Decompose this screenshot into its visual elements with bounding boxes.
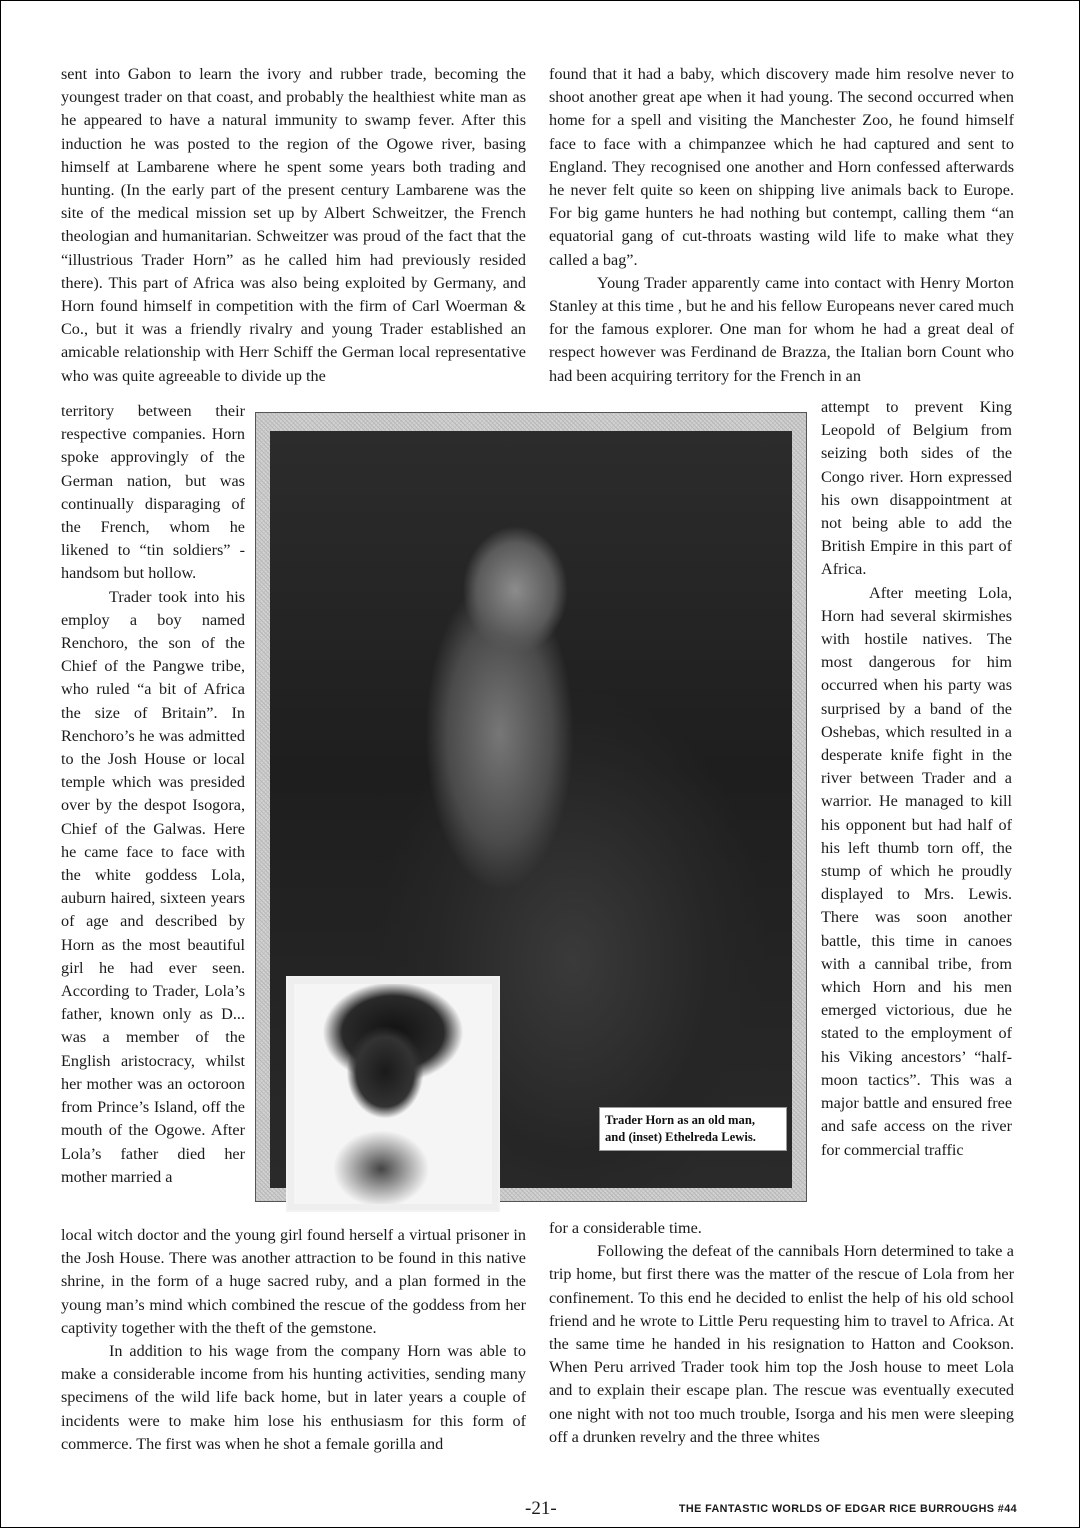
paragraph: After meeting Lola, Horn had several skirmishes with hostile natives. The most dangerous for him occurred when his party was surprised by a band of the Oshebas, which resulted in a desperate knife fight in the river between Trader and a warrior. He managed to kill his opponent but had half of his left thumb torn off, the stump of which he proudly displayed to Mrs. Lewis. There was soon another battle, this time in canoes with a cannibal tribe, from which Horn and his men emerged victorious, due he stated to the employment of his Viking ancestors’ “half-moon tactics”. This was a major battle and ensured free and safe access on the river for commercial traffic [821, 583, 1012, 1159]
photo-figure [255, 412, 807, 1202]
paragraph: In addition to his wage from the company Horn was able to make a considerable income from his hunting activities, sending many specimens of the wild life back home, but in later years a couple of incidents were to make him lose his enthusiasm for this form of commerce. The first was when he shot a female gorilla and [61, 1342, 526, 1453]
right-column-bottom-text [549, 1217, 1014, 1449]
photo-caption [599, 1107, 787, 1151]
paragraph: Trader took into his employ a boy named Renchoro, the son of the Chief of the Pangwe tribe, who ruled “a bit of Africa the size of Britain”. In Renchoro’s he was admitted to the Josh House or local temple which was presided over by the despot Isogora, Chief of the Galwas. Here he came face to face with the white goddess Lola, auburn haired, sixteen years of age and described by Horn as the most beautiful girl he had ever seen. According to Trader, Lola’s father, known only as D... was a member of the English aristocracy, whilst her mother was an octoroon from Prince’s Island, off the mouth of the Ogowe. After Lola’s father died her mother married a [61, 587, 245, 1186]
paragraph: Following the defeat of the cannibals Horn determined to take a trip home, but first there was the matter of the rescue of Lola from her confinement. To this end he decided to enlist the help of his old school friend and he wrote to Little Peru requesting him to travel to Africa. At the same time he handed in his resignation to Hatton and Cookson. When Peru arrived Trader took him top the Josh house to meet Lola and to explain their escape plan. The rescue was eventually executed one night with not too much trouble, Isorga and his men were sleeping off a drunken revelry and the three whites [549, 1242, 1014, 1446]
paragraph: attempt to prevent King Leopold of Belgium from seizing both sides of the Congo river. Horn expressed his own disappointment at not being able to add the British Empire in this part of Africa. [821, 398, 1012, 579]
caption-line: Trader Horn as an old man, [605, 1113, 755, 1127]
right-column-wrap-text [821, 396, 1012, 1162]
paragraph: local witch doctor and the young girl found herself a virtual prisoner in the Josh House. There was another attraction to be found in this native shrine, in the form of a huge sacred ruby, and a plan formed in the young man’s mind which combined the rescue of the goddess from her captivity together with the theft of the gemstone. [61, 1226, 526, 1337]
paragraph: territory between their respective companies. Horn spoke approvingly of the German nation, but was continually disparaging of the French, whom he likened to “tin soldiers” - handsom but hollow. [61, 402, 245, 583]
inset-photo-frame [286, 976, 500, 1212]
left-column-top-text [61, 63, 526, 388]
page-number: -21- [525, 1498, 557, 1519]
ethelreda-lewis-inset-photo [294, 984, 492, 1204]
right-column-top-text [549, 63, 1014, 388]
left-column-wrap-text [61, 400, 245, 1189]
paragraph: found that it had a baby, which discovery made him resolve never to shoot another great ape when it had young. The second occurred when home for a spell and visiting the Manchester Zoo, he found himself face to face with a chimpanzee which he had captured and sent to England. They recognised one another and Horn confessed afterwards he never felt quite so keen on shipping live animals back to Europe. For big game hunters he had nothing but contempt, calling them “an equatorial gang of cut-throats wasting wild life to make what they called a bag”. [549, 65, 1014, 269]
caption-line: and (inset) Ethelreda Lewis. [605, 1130, 756, 1144]
paragraph: sent into Gabon to learn the ivory and rubber trade, becoming the youngest trader on that coast, and probably the healthiest white man as he appeared to have a natural immunity to swamp fever. After this induction he was posted to the region of the Ogowe river, basing himself at Lambarene where he spent some years both trading and hunting. (In the early part of the present century Lambarene was the site of the medical mission set up by Albert Schweitzer, the French theologian and humanitarian. Schweitzer was proud of the fact that the “illustrious Trader Horn” as he called him had previously resided there). This part of Africa was also being exploited by Germany, and Horn found himself in competition with the firm of Carl Woerman & Co., but it was a friendly rivalry and young Trader established an amicable relationship with Herr Schiff the German local representative who was quite agreeable to divide up the [61, 65, 526, 385]
left-column-bottom-text [61, 1224, 526, 1456]
paragraph: Young Trader apparently came into contact with Henry Morton Stanley at this time , but he and his fellow Europeans never cared much for the famous explorer. One man for whom he had a great deal of respect however was Ferdinand de Brazza, the Italian born Count who had been acquiring territory for the French in an [549, 273, 1014, 385]
paragraph: for a considerable time. [549, 1219, 702, 1237]
running-title: THE FANTASTIC WORLDS OF EDGAR RICE BURROUGHS #44 [678, 1503, 1017, 1515]
trader-horn-photo [270, 431, 792, 1188]
